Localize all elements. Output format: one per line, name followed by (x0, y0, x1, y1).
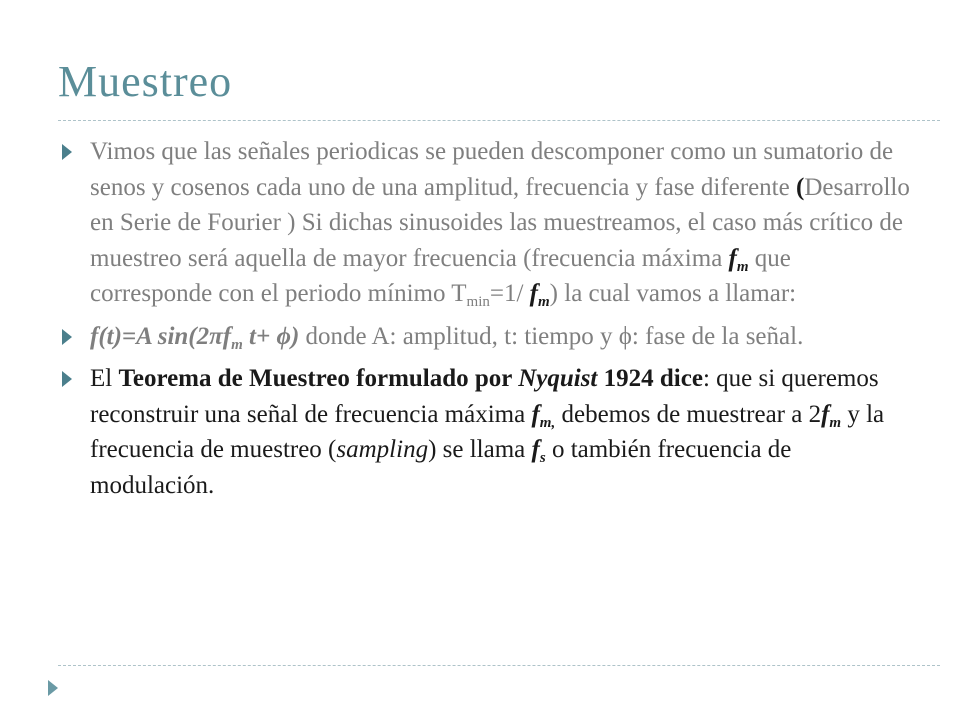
bullet-list (62, 134, 912, 510)
triangle-bullet-icon (62, 371, 72, 387)
footer-divider (58, 665, 940, 666)
bullet-item-formula (62, 319, 912, 355)
footer-triangle-icon (48, 680, 58, 696)
bullet-text: Vimos que las señales periodicas se pueden descomponer como un sumatorio de senos y cosenos cada uno de una amplitud, frecuencia y fase diferente (Desarrollo en Serie de Fourier ) Si dichas sinusoides las muestreamos, el caso más crítico de muestreo será aquella de mayor frecuencia (frecuencia máxima $f_m$ que corresponde con el periodo mínimo $T_{min}=1/$ $f_m$) la cual vamos a llamar: (90, 138, 910, 310)
triangle-bullet-icon (62, 144, 72, 160)
bullet-text: f(t)=A $\sin(2\pi f_m$ t+ ϕ) donde A: amplitud, t: tiempo y ϕ: fase de la señal. (90, 322, 804, 353)
bullet-item-sampling-intro (62, 134, 912, 312)
title-divider (58, 120, 940, 121)
slide-title: Muestreo (58, 57, 233, 106)
triangle-bullet-icon (62, 329, 72, 345)
bullet-text: El Teorema de Muestreo formulado por Nyquist 1924 dice: que si queremos reconstruir una señal de frecuencia máxima $f_{m,}$ debemos de muestrear a $2f_m$ y la frecuencia de muestreo (sampling) se llama $f_s$ o también frecuencia de modulación. (90, 365, 885, 499)
bullet-item-nyquist (62, 361, 912, 503)
